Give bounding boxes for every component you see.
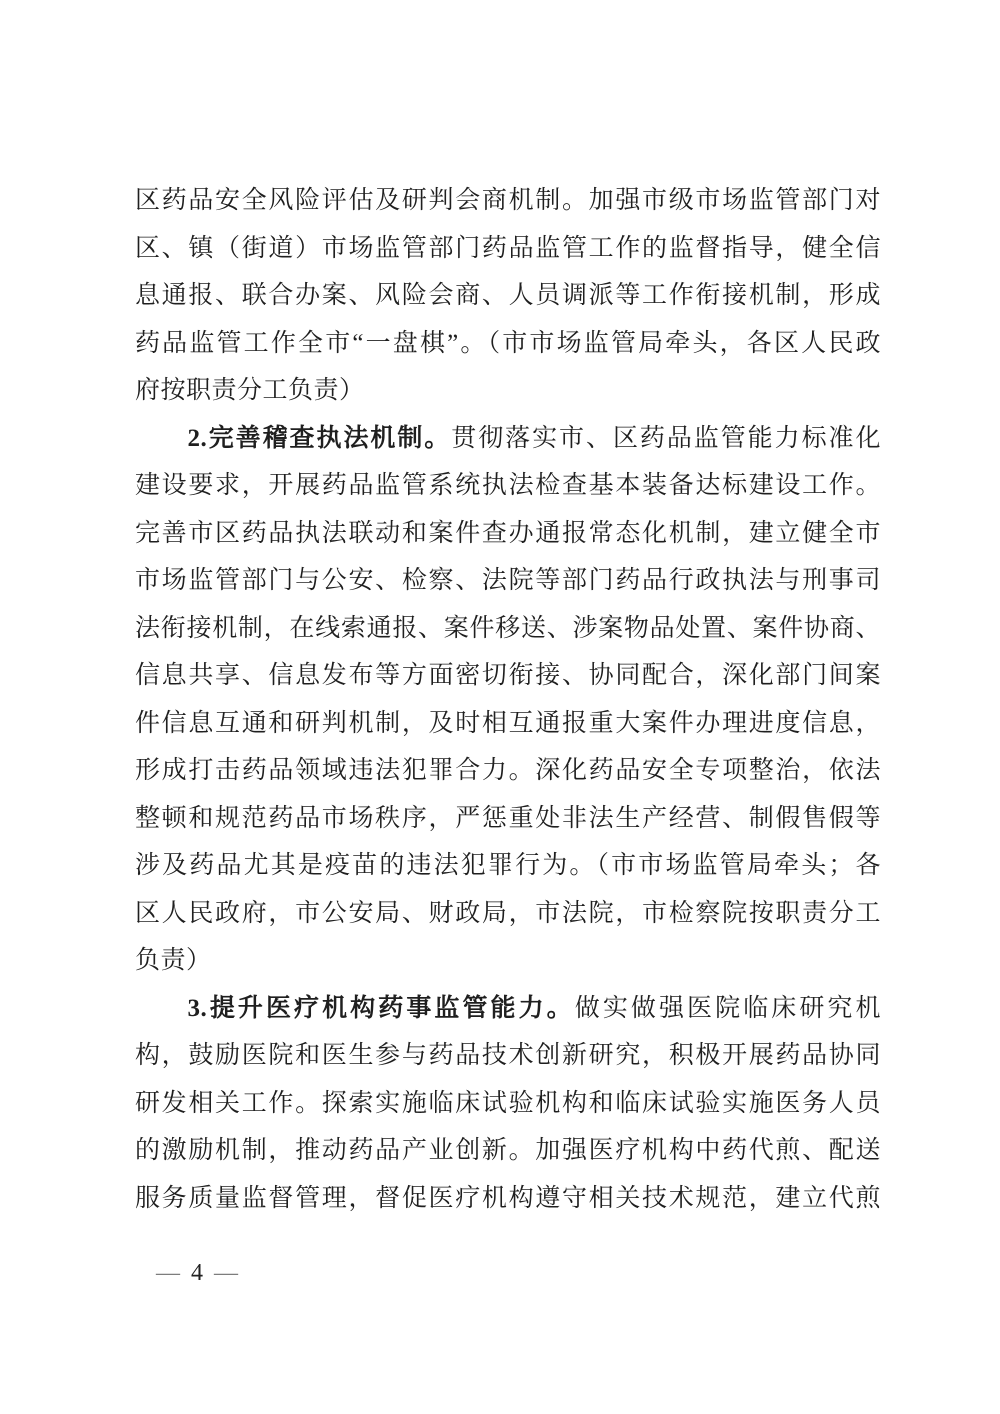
footer-dash-right: — <box>214 1260 238 1286</box>
text-line <box>135 557 881 605</box>
page-number: 4 <box>191 1260 203 1286</box>
body-text: 服务质量监督管理，督促医疗机构遵守相关技术规范，建立代煎 <box>135 1184 881 1212</box>
body-text: 涉及药品尤其是疫苗的违法犯罪行为。（市市场监管局牵头；各 <box>135 852 881 879</box>
item-heading: 2.完善稽查执法机制。 <box>187 424 452 452</box>
text-line <box>135 605 881 653</box>
text-line <box>135 652 881 700</box>
text-line <box>135 842 881 890</box>
document-body <box>135 177 881 1222</box>
body-text: 药品监管工作全市“一盘棋”。（市市场监管局牵头，各区人民政 <box>135 329 881 357</box>
text-line <box>135 367 881 415</box>
body-text: 信息共享、信息发布等方面密切衔接、协同配合，深化部门间案 <box>135 662 881 689</box>
body-text: 完善市区药品执法联动和案件查办通报常态化机制，建立健全市 <box>135 519 881 547</box>
body-text: 市场监管部门与公安、检察、法院等部门药品行政执法与刑事司 <box>135 567 881 594</box>
body-text: 建设要求，开展药品监管系统执法检查基本装备达标建设工作。 <box>135 472 881 499</box>
text-line <box>135 510 881 558</box>
body-text: 构，鼓励医院和医生参与药品技术创新研究，积极开展药品协同 <box>135 1042 881 1069</box>
text-line <box>135 177 881 225</box>
text-line <box>135 415 881 463</box>
footer-dash-left: — <box>156 1260 180 1286</box>
body-text: 贯彻落实市、区药品监管能力标准化 <box>451 424 881 452</box>
body-text: 区药品安全风险评估及研判会商机制。加强市级市场监管部门对 <box>135 187 881 214</box>
body-text: 形成打击药品领域违法犯罪合力。深化药品安全专项整治，依法 <box>135 757 881 784</box>
text-line <box>135 985 881 1033</box>
text-line <box>135 1127 881 1175</box>
body-text: 府按职责分工负责） <box>135 377 365 404</box>
body-text: 的激励机制，推动药品产业创新。加强医疗机构中药代煎、配送 <box>135 1137 881 1164</box>
body-text: 件信息互通和研判机制，及时相互通报重大案件办理进度信息， <box>135 709 881 737</box>
body-text: 法衔接机制，在线索通报、案件移送、涉案物品处置、案件协商、 <box>135 614 881 642</box>
item-heading: 3.提升医疗机构药事监管能力。 <box>187 994 575 1022</box>
body-text: 区、镇（街道）市场监管部门药品监管工作的监督指导，健全信 <box>135 234 881 262</box>
body-text: 研发相关工作。探索实施临床试验机构和临床试验实施医务人员 <box>135 1089 881 1117</box>
body-text: 做实做强医院临床研究机 <box>574 994 881 1022</box>
text-line <box>135 462 881 510</box>
text-line <box>135 747 881 795</box>
body-text: 负责） <box>135 947 212 974</box>
text-line <box>135 1175 881 1223</box>
text-line <box>135 937 881 985</box>
text-line <box>135 1080 881 1128</box>
text-line <box>135 890 881 938</box>
text-line <box>135 272 881 320</box>
body-text: 息通报、联合办案、风险会商、人员调派等工作衔接机制，形成 <box>135 282 881 309</box>
body-text: 区人民政府，市公安局、财政局，市法院，市检察院按职责分工 <box>135 899 881 927</box>
body-text: 整顿和规范药品市场秩序，严惩重处非法生产经营、制假售假等 <box>135 804 881 832</box>
text-line <box>135 320 881 368</box>
text-line <box>135 700 881 748</box>
text-line <box>135 225 881 273</box>
text-line <box>135 795 881 843</box>
page-footer <box>156 1260 238 1287</box>
text-line <box>135 1032 881 1080</box>
